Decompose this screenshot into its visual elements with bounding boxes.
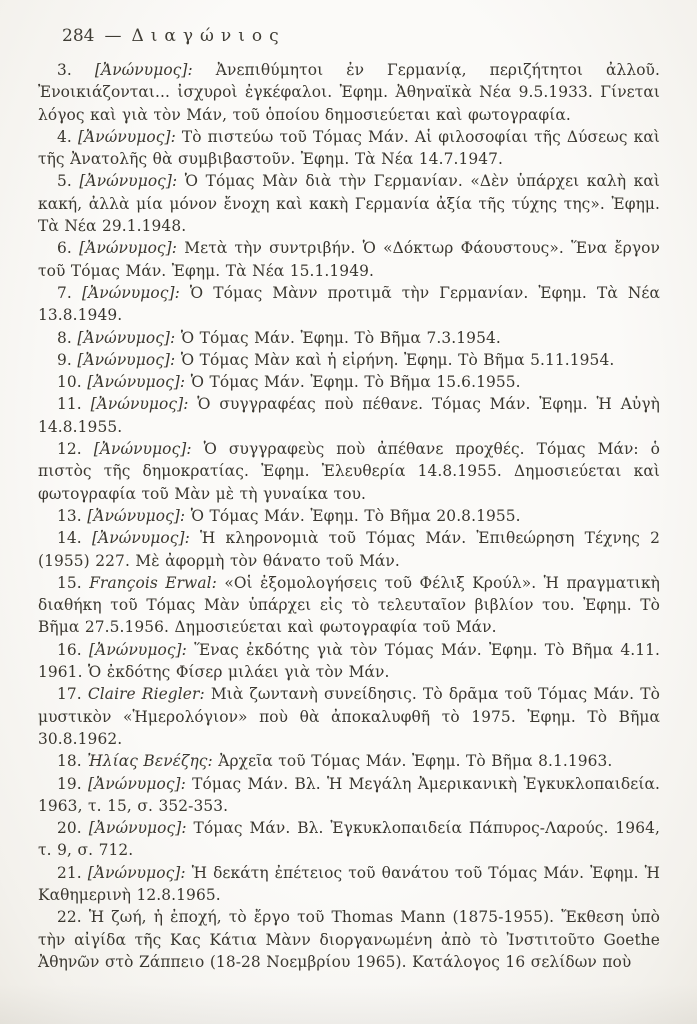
- entry-text: Ὁ Τόμας Μὰνν προτιμᾶ τὴν Γερμανίαν. Ἐφημ. Τὰ Νέα 13.8.1949.: [38, 283, 660, 325]
- entry-author: [Ἀνώνυμος]:: [87, 506, 186, 525]
- entry-text: Ὁ Τόμας Μάν. Ἐφημ. Τὸ Βῆμα 20.8.1955.: [190, 506, 521, 525]
- entry-text: Μιὰ ζωντανὴ συνείδησις. Τὸ δρᾶμα τοῦ Τόμας Μάν. Τὸ μυστικὸν «Ἡμερολόγιον» ποὺ θὰ ἀποκαλυφθῆ τὸ 1975. Ἐφημ. Τὸ Βῆμα 30.8.1962.: [38, 685, 660, 748]
- entry-number: 11.: [57, 395, 82, 414]
- bibliography-entry: [38, 817, 660, 862]
- bibliography-entry: [38, 59, 660, 126]
- bibliography-entry: [38, 371, 660, 393]
- entry-text: Τὸ πιστεύω τοῦ Τόμας Μάν. Αἱ φιλοσοφίαι τῆς Δύσεως καὶ τῆς Ἀνατολῆς θὰ συμβιβαστοῦν. Ἐφημ. Τὰ Νέα 14.7.1947.: [38, 127, 660, 169]
- entry-author: [Ἀνώνυμος]:: [94, 61, 193, 79]
- entry-author: [Ἀνώνυμος]:: [79, 172, 178, 191]
- entry-author: [Ἀνώνυμος]:: [90, 395, 189, 414]
- entry-number: 12.: [57, 440, 82, 459]
- entry-number: 14.: [57, 529, 82, 548]
- entry-author: [Ἀνώνυμος]:: [88, 774, 186, 793]
- bibliography-list: [38, 59, 660, 973]
- bibliography-entry: [38, 527, 660, 572]
- page-number: 284: [62, 26, 95, 46]
- entry-author: [Ἀνώνυμος]:: [79, 239, 178, 258]
- entry-text: Ἡ δεκάτη ἐπέτειος τοῦ θανάτου τοῦ Τόμας Μάν. Ἐφημ. Ἡ Καθημερινὴ 12.8.1965.: [38, 863, 660, 904]
- entry-author: [Ἀνώνυμος]:: [88, 819, 187, 838]
- bibliography-entry: [38, 282, 660, 327]
- bibliography-entry: [38, 750, 660, 772]
- scan-vignette: [0, 984, 697, 1024]
- entry-number: 7.: [57, 283, 72, 302]
- bibliography-entry: [38, 773, 660, 818]
- page-header: [62, 26, 286, 46]
- entry-text: Ὁ συγγραφεὺς ποὺ ἀπέθανε προχθές. Τόμας Μάν: ὁ πιστὸς τῆς δημοκρατίας. Ἐφημ. Ἐλευθερία 14.8.1955. Δημοσιεύεται καὶ φωτογραφία τοῦ Μὰν μὲ τὴ γυναίκα του.: [38, 440, 660, 503]
- entry-number: 4.: [57, 127, 72, 146]
- entry-text: Ἀνεπιθύμητοι ἐν Γερμανίᾳ, περιζήτητοι ἀλλοῦ. Ἐνοικιάζονται... ἰσχυροὶ ἐγκέφαλοι. Ἐφημ. Ἀθηναϊκὰ Νέα 9.5.1933. Γίνεται λόγος καὶ γιὰ τὸν Μάν, τοῦ ὁποίου δημοσιεύεται καὶ φωτογραφία.: [38, 61, 661, 124]
- entry-number: 8.: [57, 328, 72, 347]
- entry-text: Ἡ κληρονομιὰ τοῦ Τόμας Μάν. Ἐπιθεώρηση Τέχνης 2 (1955) 227. Μὲ ἀφορμὴ τὸν θάνατο τοῦ Μάν.: [38, 529, 660, 570]
- entry-text: Ἕνας ἐκδότης γιὰ τὸν Τόμας Μάν. Ἐφημ. Τὸ Βῆμα 4.11. 1961. Ὁ ἐκδότης Φίσερ μιλάει γιὰ τὸν Μάν.: [38, 640, 660, 682]
- entry-author: [Ἀνώνυμος]:: [77, 328, 176, 347]
- entry-number: 9.: [57, 350, 72, 369]
- entry-number: 21.: [57, 863, 82, 882]
- journal-title: Διαγώνιος: [131, 26, 286, 46]
- entry-text: Μετὰ τὴν συντριβήν. Ὁ «Δόκτωρ Φάουστους». Ἕνα ἔργον τοῦ Τόμας Μάν. Ἐφημ. Τὰ Νέα 15.1.1949.: [38, 239, 660, 280]
- bibliography-entry: [38, 170, 660, 237]
- entry-author: [Ἀνώνυμος]:: [93, 440, 192, 459]
- bibliography-entry: [38, 906, 660, 973]
- bibliography-entry: [38, 349, 660, 371]
- entry-author: François Erwal:: [89, 573, 217, 592]
- entry-author: Ἠλίας Βενέζης:: [87, 752, 213, 771]
- bibliography-entry: [38, 126, 660, 171]
- entry-text: Ὁ Τόμας Μὰν καὶ ἡ εἰρήνη. Ἐφημ. Τὸ Βῆμα 5.11.1954.: [180, 350, 615, 369]
- entry-number: 18.: [57, 752, 82, 771]
- header-separator: —: [104, 26, 122, 46]
- entry-text: «Οἱ ἐξομολογήσεις τοῦ Φέλιξ Κρούλ». Ἡ πραγματικὴ διαθήκη τοῦ Τόμας Μὰν ὑπάρχει εἰς τὸ τελευταῖον βιβλίον του. Ἐφημ. Τὸ Βῆμα 27.5.1956. Δημοσιεύεται καὶ φωτογραφία τοῦ Μάν.: [38, 573, 660, 637]
- bibliography-entry: [38, 327, 660, 349]
- entry-number: 15.: [57, 573, 82, 592]
- bibliography-entry: [38, 438, 660, 505]
- entry-text: Τόμας Μάν. Βλ. Ἐγκυκλοπαιδεία Πάπυρος-Λαρούς. 1964, τ. 9, σ. 712.: [38, 819, 660, 860]
- entry-author: [Ἀνώνυμος]:: [77, 350, 176, 369]
- bibliography-entry: [38, 572, 660, 639]
- entry-number: 17.: [57, 685, 82, 704]
- entry-number: 3.: [57, 61, 72, 79]
- entry-text: Ἀρχεῖα τοῦ Τόμας Μάν. Ἐφημ. Τὸ Βῆμα 8.1.1963.: [218, 752, 613, 771]
- entry-number: 19.: [57, 774, 82, 793]
- entry-number: 22.: [57, 908, 82, 927]
- entry-text: Ὁ Τόμας Μάν. Ἐφημ. Τὸ Βῆμα 7.3.1954.: [180, 328, 501, 347]
- entry-author: Claire Riegler:: [87, 685, 205, 704]
- bibliography-entry: [38, 862, 660, 907]
- entry-author: [Ἀνώνυμος]:: [87, 863, 186, 882]
- bibliography-entry: [38, 639, 660, 684]
- entry-number: 16.: [57, 640, 82, 659]
- entry-author: [Ἀνώνυμος]:: [77, 127, 176, 146]
- entry-number: 5.: [57, 172, 72, 191]
- entry-text: Ὁ Τόμας Μὰν διὰ τὴν Γερμανίαν. «Δὲν ὑπάρχει καλὴ καὶ κακή, ἀλλὰ μία μόνον ἔνοχη καὶ κακὴ Γερμανία ἀξία τῆς τύχης της». Ἐφημ. Τὰ Νέα 29.1.1948.: [38, 172, 660, 236]
- entry-number: 10.: [57, 373, 82, 392]
- bibliography-entry: [38, 393, 660, 438]
- entry-text: Τόμας Μάν. Βλ. Ἡ Μεγάλη Ἀμερικανικὴ Ἐγκυκλοπαιδεία. 1963, τ. 15, σ. 352-353.: [38, 774, 660, 815]
- entry-author: [Ἀνώνυμος]:: [91, 529, 190, 548]
- entry-author: [Ἀνώνυμος]:: [87, 373, 186, 392]
- entry-text: Ἡ ζωή, ἡ ἐποχή, τὸ ἔργο τοῦ Thomas Mann (1875-1955). Ἔκθεση ὑπὸ τὴν αἰγίδα τῆς Κας Κάτια Μὰνν διοργανωμένη ἀπὸ τὸ Ἰνστιτοῦτο Goethe Ἀθηνῶν στὸ Ζάππειο (18-28 Νοεμβρίου 1965). Κατάλογος 16 σελίδων ποὺ: [38, 908, 661, 971]
- entry-author: [Ἀνώνυμος]:: [81, 283, 180, 302]
- entry-number: 13.: [57, 506, 82, 525]
- bibliography-entry: [38, 683, 660, 750]
- entry-author: [Ἀνώνυμος]:: [89, 640, 187, 659]
- bibliography-entry: [38, 237, 660, 282]
- entry-text: Ὁ Τόμας Μάν. Ἐφημ. Τὸ Βῆμα 15.6.1955.: [190, 373, 521, 392]
- entry-number: 6.: [57, 239, 72, 258]
- entry-text: Ὁ συγγραφέας ποὺ πέθανε. Τόμας Μάν. Ἐφημ. Ἡ Αὐγὴ 14.8.1955.: [38, 395, 660, 436]
- bibliography-entry: [38, 505, 660, 527]
- entry-number: 20.: [57, 819, 82, 838]
